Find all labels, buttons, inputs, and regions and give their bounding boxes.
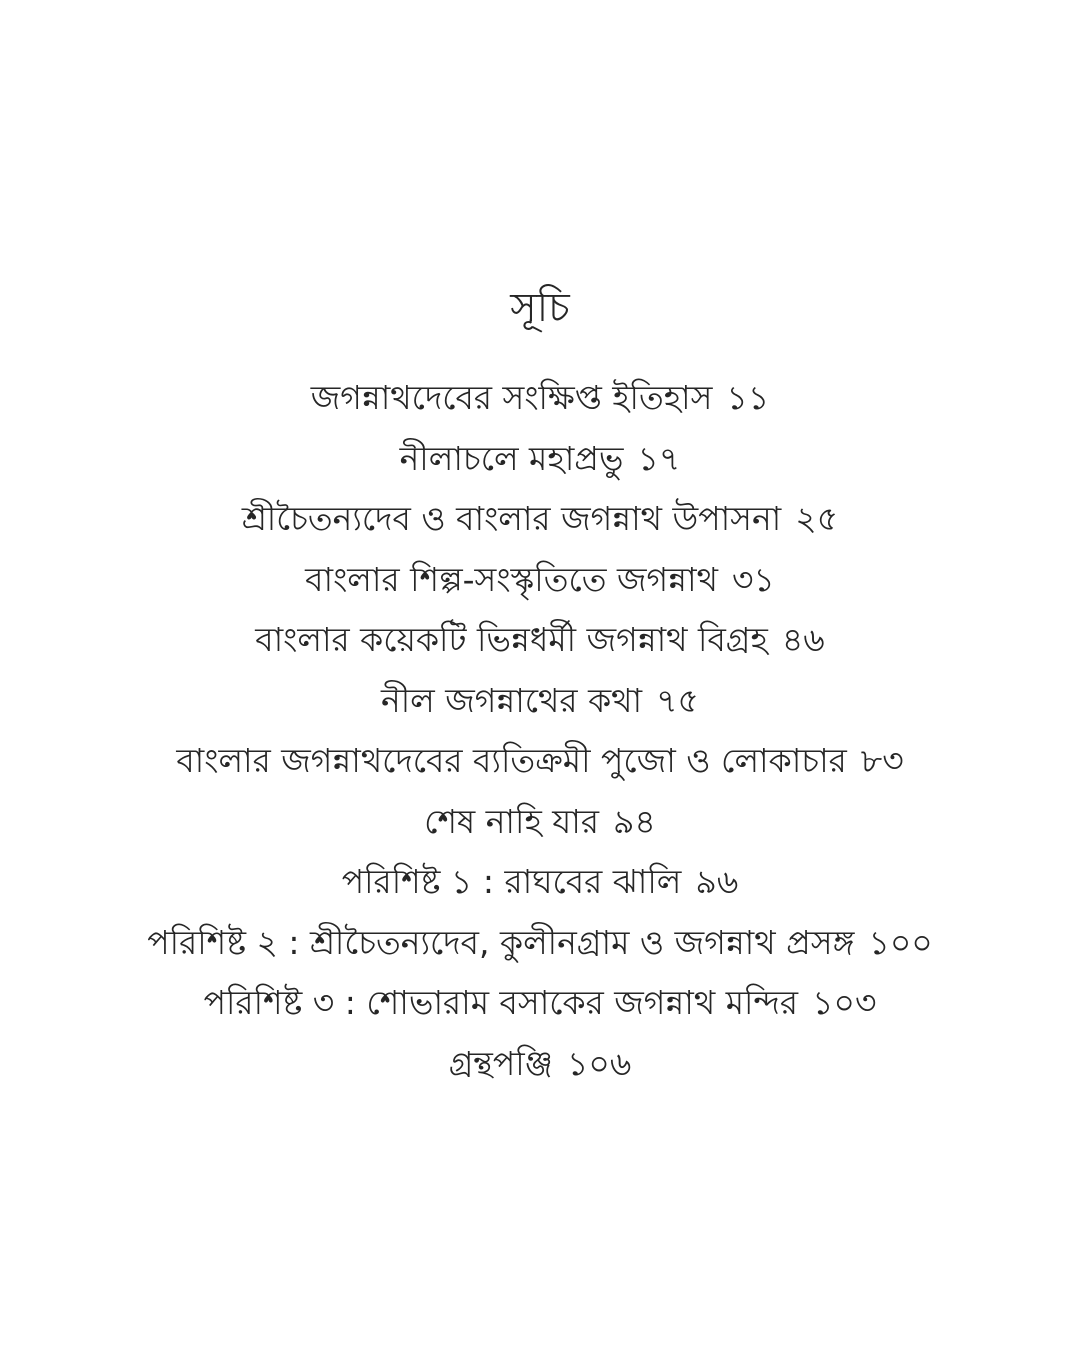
entry-title: বাংলার কয়েকটি ভিন্নধর্মী জগন্নাথ বিগ্রহ	[255, 620, 768, 659]
entry-title: নীলাচলে মহাপ্রভু	[399, 438, 624, 478]
entry-title: নীল জগন্নাথের কথা	[381, 680, 643, 720]
toc-entry	[0, 1036, 1080, 1097]
entry-page: ১০০	[868, 922, 933, 962]
toc-entry	[0, 431, 1080, 492]
toc-entry	[0, 491, 1080, 552]
toc-entry	[0, 794, 1080, 855]
entry-title: গ্রন্থপঞ্জি	[448, 1043, 553, 1083]
toc-entry	[0, 552, 1080, 613]
entry-title: পরিশিষ্ট ৩ : শোভারাম বসাকের জগন্নাথ মন্দির	[203, 983, 799, 1022]
entry-title: শেষ নাহি যার	[424, 801, 600, 841]
toc-entry	[0, 673, 1080, 734]
entry-page: ৪৬	[781, 620, 825, 659]
entry-page: ১০৬	[566, 1043, 632, 1083]
entry-page: ১১	[726, 378, 770, 417]
entry-title: শ্রীচৈতন্যদেব ও বাংলার জগন্নাথ উপাসনা	[241, 499, 782, 538]
entry-page: ৩১	[731, 559, 775, 599]
entry-page: ১৭	[637, 438, 681, 478]
entry-page: ৮৩	[860, 741, 904, 780]
toc-entry	[0, 854, 1080, 915]
entry-page: ৭৫	[656, 680, 699, 720]
entry-page: ৯৪	[613, 801, 656, 841]
toc-entry	[0, 370, 1080, 431]
entry-page: ১০৩	[812, 983, 877, 1022]
toc-entry	[0, 915, 1080, 976]
entry-title: পরিশিষ্ট ২ : শ্রীচৈতন্যদেব, কুলীনগ্রাম ও জগন্নাথ প্রসঙ্গ	[147, 922, 855, 962]
entry-title: জগন্নাথদেবের সংক্ষিপ্ত ইতিহাস	[310, 378, 713, 417]
toc-entry	[0, 733, 1080, 794]
entry-page: ৯৬	[695, 862, 739, 901]
entry-page: ২৫	[795, 499, 839, 538]
entry-title: বাংলার জগন্নাথদেবের ব্যতিক্রমী পুজো ও লোকাচার	[176, 741, 847, 780]
contents-heading: সূচি	[510, 285, 570, 331]
toc-entry	[0, 975, 1080, 1036]
entry-title: বাংলার শিল্প-সংস্কৃতিতে জগন্নাথ	[305, 559, 718, 599]
entry-title: পরিশিষ্ট ১ : রাঘবের ঝালি	[341, 862, 682, 901]
table-of-contents	[0, 370, 1080, 1096]
toc-entry	[0, 612, 1080, 673]
